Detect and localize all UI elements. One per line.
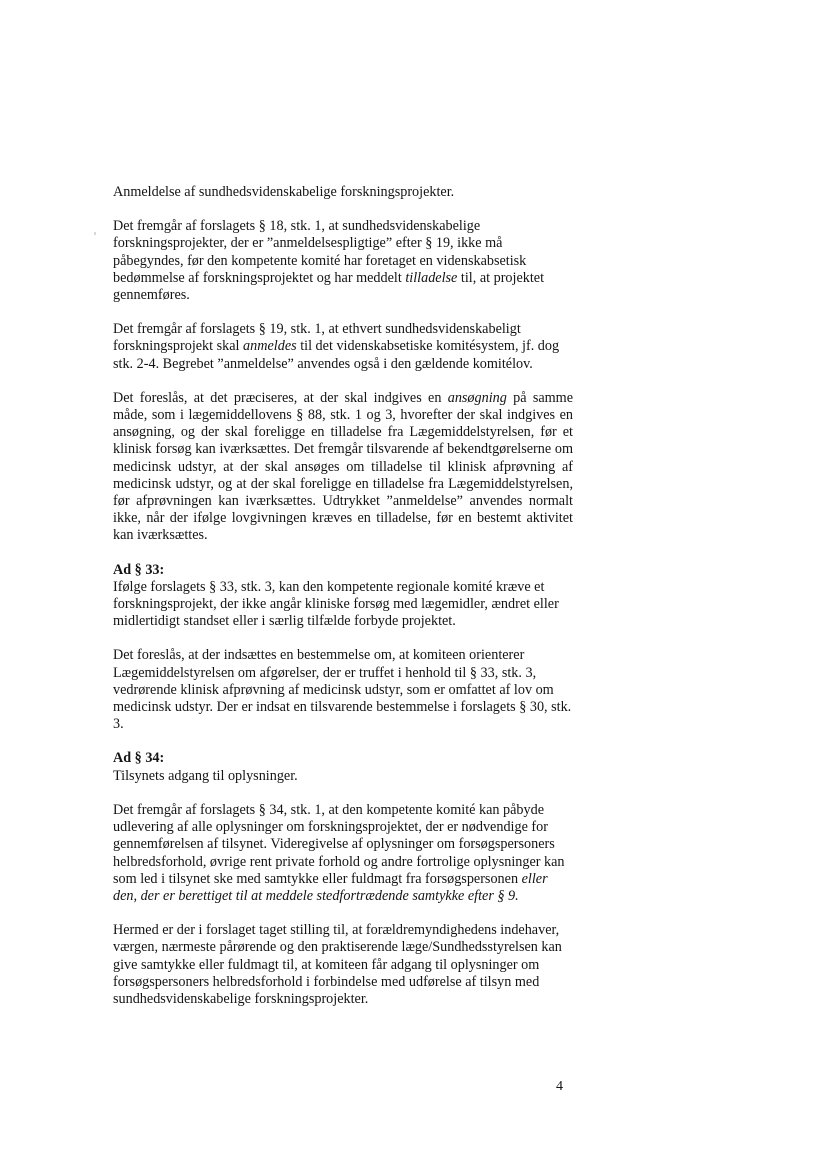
section-33-paragraph-1: Ifølge forslagets § 33, stk. 3, kan den kompetente regionale komité kræve et forskningsprojekt, der ikke angår kliniske forsøg med lægemidler, ændret eller midlertidigt standset eller i særlig tilfælde forbyde projektet. — [113, 578, 559, 630]
section-33-heading: Ad § 33: — [113, 561, 165, 578]
section-34-heading: Ad § 34: — [113, 750, 165, 767]
paragraph-ansoegning — [113, 390, 573, 545]
intro-paragraph: Anmeldelse af sundhedsvidenskabelige forskningsprojekter. — [113, 184, 455, 200]
paragraph-text: Det foreslås, at det præciseres, at der skal indgives en — [113, 389, 448, 406]
emphasis-tilladelse: tilladelse — [405, 269, 458, 286]
section-33 — [113, 562, 573, 631]
paragraph-text: Det fremgår af forslagets § 34, stk. 1, at den kompetente komité kan påbyde udlevering af alle oplysninger om forskningsprojektet, der er nødvendige for gennemførelsen af tilsynet. Videregivelse af oplysninger om forsøgspersoners helbredsforhold, øvrige rent private forhold og andre fortrolige oplysninger kan som led i tilsynet ske med samtykke eller fuldmagt fra forsøgspersonen — [113, 801, 565, 887]
section-34-subheading: Tilsynets adgang til oplysninger. — [113, 767, 298, 784]
scan-speck — [94, 232, 96, 235]
paragraph-text: på samme måde, som i lægemiddellovens § 88, stk. 1 og 3, hvorefter der skal indgives en ansøgning, og der skal foreligge en tilladelse fra Lægemiddelstyrelsen, før et klinisk forsøg kan iværksættes. Det fremgår tilsvarende af bekendtgørelserne om medicinsk udstyr, at der skal ansøges om tilladelse til klinisk afprøvning af medicinsk udstyr, og at der skal foreligge en tilladelse fra Lægemiddelstyrelsen, før afprøvningen kan iværksættes. Udtrykket ”anmeldelse” anvendes normalt ikke, når der ifølge lovgivningen kræves en tilladelse, før en bestemt aktivitet kan iværksættes. — [113, 389, 573, 544]
emphasis-stedfortraedende: eller den, der er berettiget til at meddele stedfortrædende samtykke efter § 9. — [113, 870, 548, 904]
emphasis-anmeldes: anmeldes — [243, 338, 297, 355]
section-34-paragraph-2: Hermed er der i forslaget taget stilling til, at forældremyndighedens indehaver, værgen, nærmeste pårørende og den praktiserende læge/Sundhedsstyrelsen kan give samtykke eller fuldmagt til, at komiteen får adgang til oplysninger om forsøgspersoners helbredsforhold i forbindelse med udførelse af tilsyn med sundhedsvidenskabelige forskningsprojekter. — [113, 922, 562, 1007]
paragraph-text: til det videnskabsetiske komitésystem, jf. dog stk. 2-4. Begrebet ”anmeldelse” anvendes også i den gældende komitélov. — [113, 338, 560, 372]
section-34-paragraph-1 — [113, 802, 573, 905]
paragraph-s19 — [113, 321, 573, 373]
section-33-paragraph-2: Det foreslås, at der indsættes en bestemmelse om, at komiteen orienterer Lægemiddelstyrelsen om afgørelser, der er truffet i henhold til § 33, stk. 3, vedrørende klinisk afprøvning af medicinsk udstyr, som er omfattet af lov om medicinsk udstyr. Der er indsat en tilsvarende bestemmelse i forslagets § 30, stk. 3. — [113, 647, 572, 733]
emphasis-ansoegning: ansøgning — [447, 389, 507, 406]
page-number: 4 — [556, 1079, 563, 1094]
document-body — [113, 184, 573, 1025]
paragraph-s18 — [113, 218, 573, 304]
section-34 — [113, 750, 573, 784]
paragraph-text: Det fremgår af forslagets § 19, stk. 1, at ethvert sundhedsvidenskabeligt forskningsprojekt skal — [113, 321, 521, 355]
paragraph-text: Det fremgår af forslagets § 18, stk. 1, at sundhedsvidenskabelige forskningsprojekter, der er ”anmeldelsespligtige” efter § 19, ikke må påbegyndes, før den kompetente komité har foretaget en videnskabsetisk bedømmelse af forskningsprojektet og har meddelt — [113, 218, 527, 286]
paragraph-text: til, at projektet gennemføres. — [113, 269, 545, 304]
